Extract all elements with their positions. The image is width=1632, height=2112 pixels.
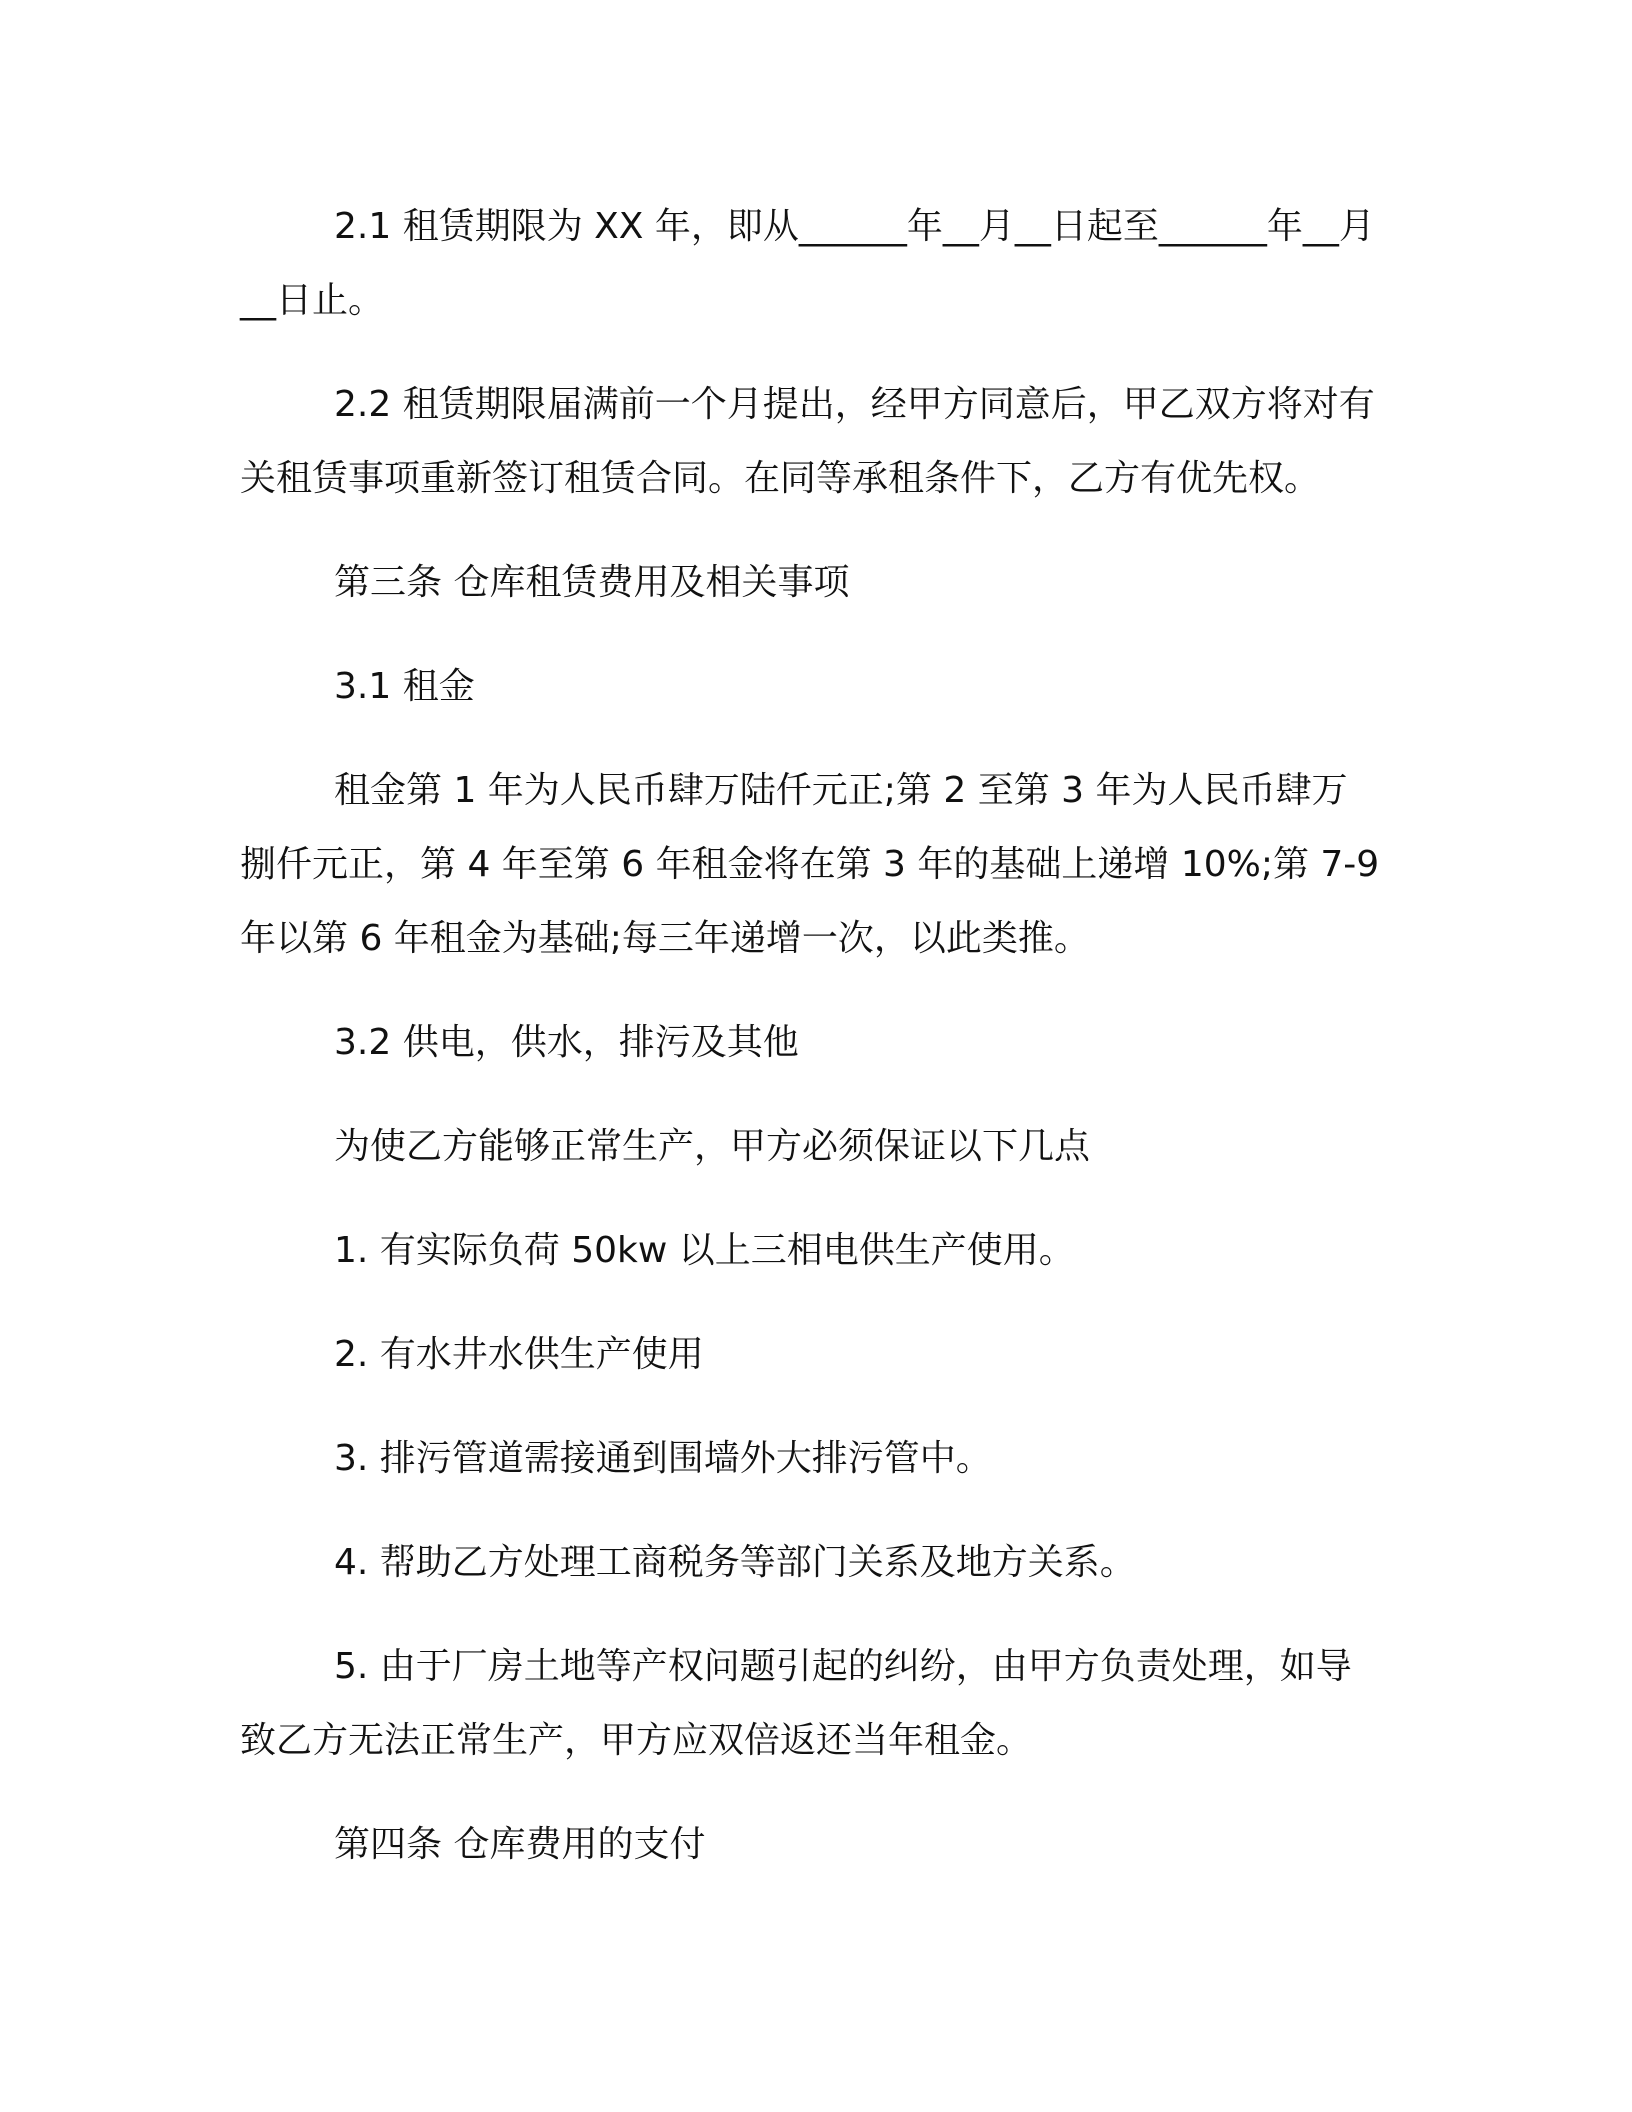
- clause-3-2-heading: 3.2 供电，供水，排污及其他: [334, 1022, 799, 1063]
- document-body: [240, 190, 1391, 1882]
- clause-2-2-renewal: 2.2 租赁期限届满前一个月提出，经甲方同意后，甲乙双方将对有关租赁事项重新签订租赁合同。在同等承租条件下，乙方有优先权。: [240, 384, 1375, 499]
- list-item-water: 2. 有水井水供生产使用: [334, 1334, 704, 1375]
- clause-2-1-lease-term: 2.1 租赁期限为 XX 年，即从______年__月__日起至______年__月__日止。: [240, 206, 1375, 321]
- clause-3-1-heading: 3.1 租金: [334, 666, 475, 707]
- list-item-relations: 4. 帮助乙方处理工商税务等部门关系及地方关系。: [334, 1542, 1136, 1583]
- article-3-heading: 第三条 仓库租赁费用及相关事项: [334, 562, 850, 603]
- obligations-intro: 为使乙方能够正常生产，甲方必须保证以下几点: [334, 1126, 1091, 1167]
- article-4-heading: 第四条 仓库费用的支付: [334, 1824, 706, 1865]
- rent-schedule-paragraph: 租金第 1 年为人民币肆万陆仟元正;第 2 至第 3 年为人民币肆万捌仟元正，第 4 年至第 6 年租金将在第 3 年的基础上递增 10%;第 7-9 年以第 6 年租金为基础;每三年递增一次，以此类推。: [240, 770, 1391, 959]
- list-item-drainage: 3. 排污管道需接通到围墙外大排污管中。: [334, 1438, 992, 1479]
- list-item-power: 1. 有实际负荷 50kw 以上三相电供生产使用。: [334, 1230, 1075, 1271]
- list-item-disputes: 5. 由于厂房土地等产权问题引起的纠纷，由甲方负责处理，如导致乙方无法正常生产，甲方应双倍返还当年租金。: [240, 1646, 1352, 1761]
